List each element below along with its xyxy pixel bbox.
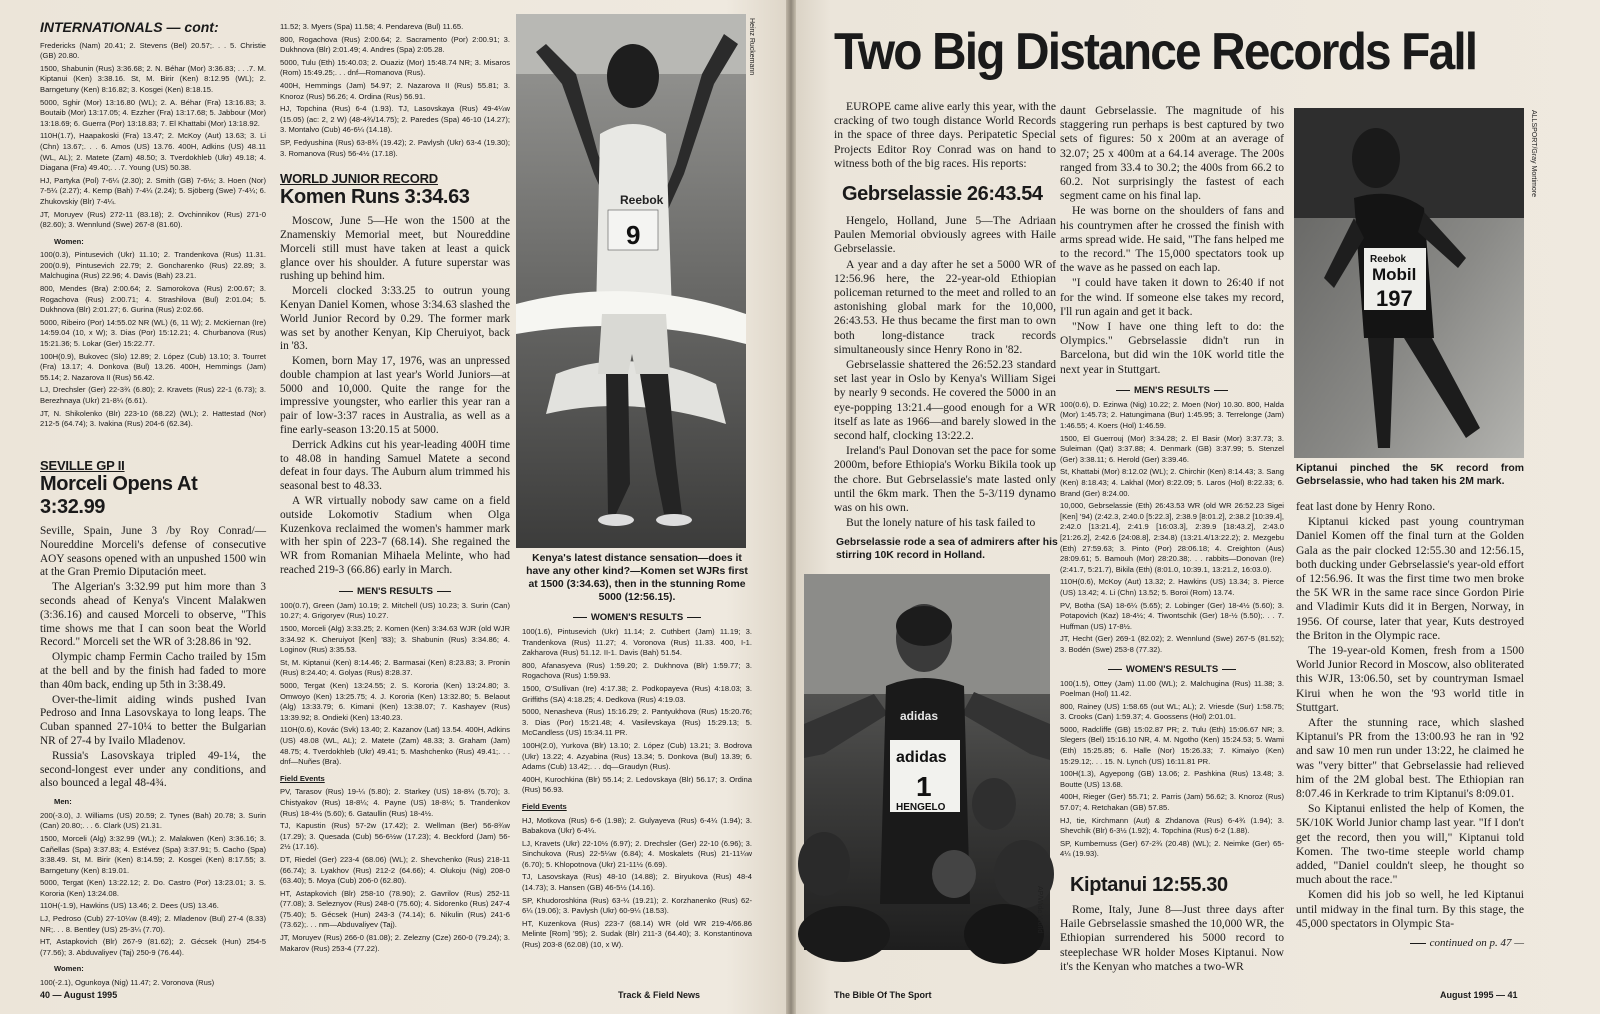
internationals-results (40, 41, 266, 231)
result-paragraph: 100(0.7), Green (Jam) 10.19; 2. Mitchell (US) 10.23; 3. Surin (Can) 10.27; 4. Grigoryev (Rus) 10.27. (280, 600, 510, 621)
wjr-men-results (280, 601, 510, 954)
wjr-body (280, 215, 510, 578)
result-paragraph: St, Khattabi (Mor) 8:12.02 (WL); 2. Chirchir (Ken) 8:14.43; 3. Sang (Ken) 8:18.43; 4. Lakhal (Mor) 8:22.09; 5. Laros (Hol) 8:22.33; 6. Brand (Ger) 8:24.00. (1060, 467, 1284, 498)
result-paragraph: LJ, Pedroso (Cub) 27-10¼w (8.49); 2. Mladenov (Bul) 27-4 (8.33) NR;. . . 8. Bentley (US) 25-3¼ (7.70). (40, 914, 266, 934)
kiptanui-photo-illustration (1294, 108, 1524, 458)
result-paragraph: 100(0.3), Pintusevich (Ukr) 11.10; 2. Trandenkova (Rus) 11.31. 200(0.9), Pintusevich 22.79; 2. Goncharenko (Rus) 22.89; 3. Malchugina (Rus) 22.96; 4. Davis (Bah) 23.21. (40, 250, 266, 281)
kiptanui-body (1060, 903, 1284, 974)
result-paragraph: 100H(0.9), Bukovec (Slo) 12.89; 2. López (Cub) 13.10; 3. Tourret (Fra) 13.17; 4. Donkova (Bul) 13.26. 400H, Hemmings (Jam) 55.14; 2. Nazarova II (Rus) 56.42. (40, 351, 266, 382)
bib-number: 1 (916, 771, 932, 802)
result-paragraph: 5000, Tergat (Ken) 13:22.12; 2. Do. Castro (Por) 13:23.01; 3. S. Kororia (Ken) 13:24.08. (40, 878, 266, 898)
result-paragraph: HJ, Motkova (Rus) 6-6 (1.98); 2. Gulyayeva (Rus) 6-4¼ (1.94); 3. Babakova (Ukr) 6-4¼. (522, 815, 752, 836)
kiptanui-caption: Kiptanui pinched the 5K record from Gebrselassie, who had taken his 2M mark. (1296, 463, 1524, 487)
body-paragraph: Morceli clocked 3:33.25 to outrun young Kenyan Daniel Komen, whose 3:34.63 slashed the World Junior Record by 0.29. The former mark was set by another Kenyan, Kip Cheruiyot, back in '83. (280, 285, 510, 353)
body-paragraph: He was borne on the shoulders of fans and his countrymen after he crossed the finish with arms spread wide. He said, "The fans helped me to the record." The 15,000 spectators took up the wave as he passed on each lap. (1060, 204, 1284, 275)
page-41 (790, 0, 1600, 1014)
result-paragraph: 110H(0.6), Kovác (Svk) 13.40; 2. Kazanov (Lat) 13.54. 400H, Adkins (US) 48.08 (WL, AL); 2. Matete (Zam) 48.33; 3. Graham (Jam) 48.75; 4. Tverdokhleb (Ukr) 49.41; 5. Mashchenko (Rus) 49.41;. . . dnf—Nuñes (Bra). (280, 725, 510, 767)
result-paragraph: 800, Afanasyeva (Rus) 1:59.20; 2. Dukhnova (Blr) 1:59.77; 3. Rogachova (Rus) 1:59.93. (522, 660, 752, 681)
gebrselassie-headline: Gebrselassie 26:43.54 (842, 183, 1043, 206)
komen-caption: Kenya's latest distance sensation—does it have any other kind?—Komen set WJRs first at 1500 (3:34.63), then in the stunning Rome 5000 (12:56.15). (526, 553, 748, 603)
result-paragraph: 100(1.6), Pintusevich (Ukr) 11.14; 2. Cuthbert (Jam) 11.19; 3. Trandenkova (Rus) 11.27; 4. Voronova (Rus) 11.33. 400, I-1. Zakharova (Rus) 51.12. II-1. Davis (Bah) 51.54. (522, 627, 752, 658)
page-40 (0, 0, 790, 1014)
result-paragraph: 200(-3.0), J. Williams (US) 20.59; 2. Tynes (Bah) 20.78; 3. Surin (Can) 20.80;. . . 6. Clark (US) 21.31. (40, 810, 266, 831)
body-paragraph: Moscow, June 5—He won the 1500 at the Znamenskiy Memorial meet, but Noureddine Morceli still must have taken at least a quick glance over his shoulder. A future superstar was rushing up behind him. (280, 215, 510, 283)
hengelo-women-results-heading: WOMEN'S RESULTS (1060, 664, 1284, 675)
body-paragraph: After the stunning race, which slashed Kiptanui's PR from the 13:00.93 he ran in '92 and saw 10 men run under 13:22, he claimed he was "very bitter" that Gebrselassie had relieved him of the 2M global best. The Ethiopian ran 8:07.46 in Kerkrade to trim Kiptanui's 8:09.01. (1296, 716, 1524, 801)
result-paragraph: 1500, O'Sullivan (Ire) 4:17.38; 2. Podkopayeva (Rus) 4:18.03; 3. Griffiths (SA) 4:18.25; 4. Dedkova (Rus) 4:19.03. (522, 683, 752, 704)
gebrselassie-photo-credit: AP/Wide World (1036, 886, 1043, 934)
bib-brand: Mobil (1372, 265, 1417, 284)
wjr-headline: Komen Runs 3:34.63 (280, 186, 470, 209)
hengelo-men-results (1060, 400, 1284, 656)
result-paragraph: LJ, Drechsler (Ger) 22-3¾ (6.80); 2. Kravets (Rus) 22-1 (6.73); 3. Berezhnaya (Ukr) 21-8¼ (6.61). (40, 385, 266, 405)
gebrselassie-body (834, 214, 1056, 530)
gebrselassie-article (834, 100, 1056, 530)
result-paragraph: PV, Botha (SA) 18-6¼ (5.65); 2. Lobinger (Ger) 18-4½ (5.60); 3. Potapovich (Kaz) 18-4½; 4. Tiwontschik (Ger) 18-½ (5.50);. . . 7. Huffman (US) 17-8½. (1060, 600, 1284, 631)
result-paragraph: 11.52; 3. Myers (Spa) 11.58; 4. Pendareva (Bul) 11.65. (280, 22, 464, 31)
wjr-women-results (522, 627, 752, 951)
body-paragraph: Hengelo, Holland, June 5—The Adriaan Paulen Memorial obviously agrees with Haile Gebrselassie. (834, 214, 1056, 256)
body-paragraph: Seville, Spain, June 3 /by Roy Conrad/— Noureddine Morceli's defense of consecutive AOY seasons opened with an unpushed 1500 win at the Gran Premio Diputación meet. (40, 525, 266, 579)
result-paragraph: 100(-2.1), Ogunkoya (Nig) 11.47; 2. Voronova (Rus) (40, 978, 215, 988)
body-paragraph: The 19-year-old Komen, fresh from a 1500 World Junior Record in Moscow, also obliterated this WJR, 13:06.50, set by countryman Ismael Kirui when he won the '93 world title in Stuttgart. (1296, 644, 1524, 714)
body-paragraph: Ireland's Paul Donovan set the pace for some 2000m, before Ethiopia's Worku Bikila took up the chore. But Gebrselassie's mate lasted only until the 6km mark. Then the 5-3/119 dynamo was on his own. (834, 444, 1056, 515)
body-paragraph: "I could have taken it down to 26:40 if not for the wind. If someone else takes my record, I'll run again and get it back. (1060, 276, 1284, 318)
seville-article (40, 458, 266, 988)
result-paragraph: 400H, Hemmings (Jam) 54.97; 2. Nazarova II (Rus) 55.81; 3. Knoroz (Rus) 56.26; 4. Ordina (Rus) 56.91. (280, 80, 510, 101)
body-paragraph: Derrick Adkins cut his year-leading 400H time to 48.08 in handing Samuel Matete a second defeat in four days. The Auburn alum trimmed his seasonal best to 48.33. (280, 438, 510, 493)
result-paragraph: SP, Kumbernuss (Ger) 67-2¾ (20.48) (WL); 2. Neimke (Ger) 65-4¼ (19.93). (1060, 838, 1284, 859)
result-paragraph: 10,000, Gebrselassie (Eth) 26:43.53 WR (old WR 26:52.23 Sigei [Ken] '94) (2:42.3, 2:40.0 [5:22.3], 2:38.9 [8:01.2], 2:38.2 [10:39.4], 2:42.0 [13:21.4], 2:41.9 [16:03.3], 2:39.9 [18:43.2], 2:43.0 [21:26.2], 2:42.6 [24:08.8], 2:34.8) (13:21.4/13:22.2); 2. Mezgebu (Eth) 27:59.63; 3. Pinto (Por) 28:06.18; 4. Creighton (Aus) 28:09.61; 5. Bamouh (Mor) 28:20.38;. . . rabbits—Donovan (Ire) (2:41.7, 5:21.7), Bikila (Eth) (8:01.0, 10:39.1, 13:21.2, 16:03.0). (1060, 501, 1284, 574)
result-paragraph: 100H(2.0), Yurkova (Blr) 13.10; 2. López (Cub) 13.21; 3. Bodrova (Ukr) 13.22; 4. Azyabina (Rus) 13.34; 5. Donkova (Bul) 13.39; 6. Adams (Cub) 13.42;. . . dq—Graudyn (Rus). (522, 740, 752, 772)
seville-kicker: SEVILLE GP II (40, 458, 125, 473)
result-paragraph: 800, Mendes (Bra) 2:00.64; 2. Samorokova (Rus) 2:00.67; 3. Rogachova (Rus) 2:00.71; 4. Strashilova (Bul) 2:01.04; 5. Dukhnova (Blr) 2:01.27; 6. Gurina (Rus) 2:02.66. (40, 284, 266, 315)
internationals-heading: INTERNATIONALS — cont: (40, 19, 219, 35)
kiptanui-running-photo (1294, 108, 1524, 458)
page-footer-left: 40 — August 1995 (40, 990, 118, 1000)
body-paragraph: A WR virtually nobody saw came on a field outside Lokomotiv Stadium when Olga Kuzenkova reclaimed the women's hammer mark with her spin of 223-7 (68.14). She regained the WR from Romanian Mihaela Melinte, who had reached 219-3 (66.86) early in March. (280, 495, 510, 577)
internationals-women-results (40, 250, 266, 430)
women-subhead: Women: (54, 964, 84, 974)
result-paragraph: 1500, Morceli (Alg) 3:32.99 (WL); 2. Malakwen (Ken) 3:36.16; 3. Cañellas (Spa) 3:37.83; 4. Estévez (Spa) 3:37.91; 5. Cacho (Spa) 3:38.49. St, M. Birir (Ken) 8:14.59; 2. Kosgei (Ken) 8:17.55; 3. Barngetuny (Ken) 8:19.01. (40, 833, 266, 875)
result-paragraph: 5000, Tergat (Ken) 13:24.55; 2. S. Kororia (Ken) 13:24.80; 3. Omwoyo (Ken) 13:25.75; 4. J. Kororia (Ken) 13:32.80; 5. Belaout (Alg) 13:33.79; 6. Kimani (Ken) 13:38.07; 7. Kashayev (Rus) 13:39.92; 8. Ondieki (Ken) 13:40.23. (280, 681, 510, 722)
women-subhead: Women: (54, 236, 84, 246)
komen-caption-and-results (522, 552, 752, 970)
kiptanui-photo-credit: ALLSPORT/Gray Mortimore (1530, 110, 1537, 198)
field-events-subhead: Field Events (522, 801, 567, 811)
bib-city: HENGELO (896, 802, 946, 813)
result-paragraph: HT, Kuzenkova (Rus) 223-7 (68.14) WR (old WR 219-4/66.86 Melinte [Rom] '95); 2. Sudak (Blr) 211-3 (64.40); 3. Konstantinova (Rus) 203-8 (62.08) (10, x W). (522, 918, 752, 950)
result-paragraph: 1500, El Guerrouj (Mor) 3:34.28; 2. El Basir (Mor) 3:37.73; 3. Suleiman (Qat) 3:37.88; 4. Denmark (GB) 3:37.99; 5. Stenzel (Ger) 3:38.11; 6. Herold (Ger) 3:39.46. (1060, 433, 1284, 464)
result-paragraph: 400H, Rieger (Ger) 55.71; 2. Parris (Jam) 56.62; 3. Knoroz (Rus) 57.07; 4. Retchakan (GB) 57.85. (1060, 792, 1284, 813)
result-paragraph: 400H, Kurochkina (Blr) 55.14; 2. Ledovskaya (Blr) 56.17; 3. Ordina (Rus) 56.93. (522, 774, 752, 795)
body-paragraph: The Algerian's 3:32.99 put him more than 3 seconds ahead of Kenya's Vincent Malakwen (3:36.16) and caused Morceli to observe, "This time shows me that I can soon beat the World Record." Morceli set the WR of 3:28.86 in '92. (40, 581, 266, 649)
result-paragraph: Fredericks (Nam) 20.41; 2. Stevens (Bel) 20.57;. . . 5. Christie (GB) 20.80. (40, 40, 266, 61)
intro-paragraph: EUROPE came alive early this year, with the cracking of two tough distance World Records in the space of three days. Peripatetic Special Projects Editor Roy Conrad was on hand to witness both of the big races. His reports: (834, 100, 1056, 170)
bib-number: 9 (626, 220, 641, 250)
result-paragraph: SP, Khudoroshkina (Rus) 63-¼ (19.21); 2. Korzhanenko (Rus) 62-6¼ (19.06); 3. Pavlysh (Ukr) 60-9¼ (18.53). (522, 895, 752, 916)
body-paragraph: Komen did his job so well, he led Kiptanui until midway in the final turn. By this stage, the 45,000 spectators in Olympic Sta- (1296, 888, 1524, 930)
spread-gutter (786, 0, 796, 1014)
page-footer-tagline: The Bible Of The Sport (834, 990, 932, 1000)
continued-note: continued on p. 47 — (1296, 937, 1524, 949)
body-paragraph: Kiptanui kicked past young countryman Daniel Komen off the final turn at the Golden Gala as the pair clocked 12:55.30 and 12:56.15, both ducking under Gebrselassie's year-old effort of 12:56.96. It was the first time two men broke the 5K WR in the same race since Gordon Pirie and Vladimir Kuts did it in Bergen, Norway, in 1956. Of course, later that year, Kuts destroyed the Briton in the Olympic race. (1296, 515, 1524, 642)
result-paragraph: PV, Tarasov (Rus) 19-¼ (5.80); 2. Starkey (US) 18-8¼ (5.70); 3. Chistyakov (Rus) 18-8¼; 4. Payne (US) 18-8¼; 5. Trandenkov (Rus) 18-4½ (5.60); 6. Gataullin (Rus) 18-4½. (280, 787, 510, 818)
body-paragraph: Olympic champ Fermin Cacho trailed by 15m at the bell and by the finish had faded to more than 40m back, ending up 5th in 3:38.49. (40, 651, 266, 691)
result-paragraph: HJ, Partyka (Pol) 7-6¼ (2.30); 2. Smith (GB) 7-6½; 3. Hoen (Nor) 7-5¼ (2.27); 4. Kemp (Bah) 7-4¼ (2.24); 5. Sjöberg (Swe) 7-4¼; 6. Zhukovskiy (Blr) 7-4¼. (40, 175, 266, 206)
result-paragraph: 5000, Sghir (Mor) 13:16.80 (WL); 2. A. Béhar (Fra) 13:16.83; 3. Boutaib (Mor) 13:17.05; 4. Ezzher (Fra) 13:17.68; 5. Jabbour (Mor) 13:18.69; 6. Guerra (Por) 13:18.83; 7. El Khattabi (Mor) 13:18.92. (40, 97, 266, 128)
shirt-sponsor: Reebok (620, 193, 664, 207)
seville-body (40, 525, 266, 791)
result-paragraph: 800, Rainey (US) 1:58.65 (out WL; AL); 2. Vriesde (Sur) 1:58.75; 3. Crooks (Can) 1:59.37; 4. Goossens (Hol) 2:01.01. (1060, 701, 1284, 722)
result-paragraph: 100(0.6), D. Ezinwa (Nig) 10.22; 2. Moen (Nor) 10.30. 800, Halda (Mor) 1:45.73; 2. Hatungimana (Bur) 1:45.95; 3. Terrelonge (Jam) 1:46.55; 4. Koers (Hol) 1:46.59. (1060, 399, 1284, 431)
spread-title: Two Big Distance Records Fall (834, 23, 1477, 81)
kiptanui-body-continued (1296, 500, 1524, 931)
bib-sponsor: Reebok (1370, 254, 1407, 265)
result-paragraph: JT, N. Shikolenko (Blr) 223-10 (68.22) (WL); 2. Hattestad (Nor) 212-5 (64.74); 3. Ivakina (Rus) 204-6 (62.34). (40, 408, 266, 429)
page-footer-magazine: Track & Field News (618, 990, 701, 1000)
result-paragraph: 5000, Ribeiro (Por) 14:55.02 NR (WL) (6, 11 W); 2. McKiernan (Ire) 14:59.04 (10, x W); 3. Dias (Por) 15:12.21; 4. Churbanova (Rus) 15:21.36; 5. Lokar (Ger) 15:22.77. (40, 317, 266, 349)
seville-women-continued (280, 22, 510, 159)
body-paragraph: Over-the-limit aiding winds pushed Ivan Pedroso and Inna Lasovskaya to long leaps. The Cuban spanned 27-10¼ to better the Bulgarian NR of 27-4 by Ivailo Mladenov. (40, 693, 266, 747)
kiptanui-article (1296, 500, 1524, 958)
result-paragraph: HT, Astapkovich (Blr) 267-9 (81.62); 2. Gécsek (Hun) 254-5 (77.56); 3. Abduvaliyev (Taj) 250-9 (76.44). (40, 937, 266, 957)
result-paragraph: 110H(-1.9), Hawkins (US) 13.46; 2. Dees (US) 13.46. (40, 901, 219, 911)
result-paragraph: 1500, Morceli (Alg) 3:33.25; 2. Komen (Ken) 3:34.63 WJR (old WJR 3:34.92 K. Cheruiyot [Ken] '83); 3. Shabunin (Rus) 3:34.86; 4. Loginov (Rus) 3:35.53. (280, 624, 510, 655)
result-paragraph: HJ, tie, Kirchmann (Aut) & Zhdanova (Rus) 6-4¾ (1.94); 3. Shevchik (Blr) 6-3½ (1.92); 4. Topchina (Rus) 6-2 (1.88). (1060, 815, 1284, 836)
field-events-subhead: Field Events (280, 773, 325, 783)
bib-sponsor: adidas (896, 749, 947, 766)
result-paragraph: 110H(0.6), McKoy (Aut) 13.32; 2. Hawkins (US) 13.34; 3. Pierce (US) 13.42; 4. Li (Chn) 13.52; 5. Boroi (Rom) 13.74. (1060, 577, 1284, 597)
result-paragraph: 5000, Radcliffe (GB) 15:02.87 PR; 2. Tulu (Eth) 15:06.67 NR; 3. Slegers (Bel) 15:16.10 NR, 4. M. Ngotho (Ken) 15:24.53; 5. Wami (Eth) 15:25.85; 6. Halle (Nor) 15:26.33; 7. Kimaiyo (Ken) 15:29.12;. . . 15. N. Lynch (US) 16:11.81 PR. (1060, 724, 1284, 766)
body-paragraph: Russia's Lasovskaya tripled 49-1¼, the second-longest ever under any conditions, and also bounced a legal 48-4¾. (40, 749, 266, 790)
kiptanui-headline: Kiptanui 12:55.30 (1070, 874, 1228, 897)
result-paragraph: JT, Hecht (Ger) 269-1 (82.02); 2. Wennlund (Swe) 267-5 (81.52); 3. Bodén (Swe) 253-8 (77.32). (1060, 634, 1284, 654)
gebrselassie-continued-column (1060, 104, 1284, 973)
body-paragraph: So Kiptanui enlisted the help of Komen, the 5K/10K World Junior champ last year. "If I don't get the record, then you will," Kiptanui told Komen. The two-time steeple world champ added, "Daniel couldn't sleep, he thought so much about the race." (1296, 802, 1524, 887)
body-paragraph: A year and a day after he set a 5000 WR of 12:56.96 here, the 22-year-old Ethiopian policeman returned to the meet and rolled to an astonishing global mark for the 10,000, 26:43.53. He thus became the first man to own both long-distance track records simultaneously since Henry Rono in '82. (834, 257, 1056, 356)
result-paragraph: TJ, Kapustin (Rus) 57-2w (17.42); 2. Wellman (Ber) 56-8¾w (17.29); 3. Quesada (Cub) 56-6½w (17.23); 4. Beckford (Jam) 56-2½ (17.16). (280, 821, 510, 852)
seville-headline: Morceli Opens At 3:32.99 (40, 473, 198, 518)
wjr-men-results-heading: MEN'S RESULTS (280, 586, 510, 597)
result-paragraph: 5000, Tulu (Eth) 15:40.03; 2. Ouaziz (Mor) 15:48.74 NR; 3. Misaros (Rom) 15:49.25;. . . dnf—Romanova (Rus). (280, 57, 510, 78)
gebrselassie-celebration-photo (804, 574, 1050, 950)
hengelo-women-results (1060, 679, 1284, 861)
body-paragraph: Komen, born May 17, 1976, was an unpressed double champion at last year's World Juniors—at 5000 and 10,000. Quite the range for the impressive youngster, who earlier this year ran a pair of low-3:37 races in Australia, as well as a fine early-season 13:20.15 at 5000. (280, 355, 510, 437)
body-paragraph: daunt Gebrselassie. The magnitude of his staggering run perhaps is best captured by two sets of figures: 50 x 200m at an average of 32.07; 25 x 400m at a 64.14 average. The 200s ranged from 33.4 to 30.2; the 400s from 66.2 to 60.2. Not surprisingly the fastest of each segment came on his final lap. (1060, 104, 1284, 203)
body-paragraph: feat last done by Henry Rono. (1296, 500, 1436, 513)
result-paragraph: SP, Fedyushina (Rus) 63-8¾ (19.42); 2. Pavlysh (Ukr) 63-4 (19.30); 3. Romanova (Rus) 56-4½ (17.18). (280, 137, 510, 158)
page-footer-right: August 1995 — 41 (1440, 990, 1518, 1000)
gebrselassie-photo-illustration (804, 574, 1050, 950)
bib-number: 197 (1376, 286, 1413, 311)
result-paragraph: JT, Moruyev (Rus) 272-11 (83.18); 2. Ovchinnikov (Rus) 271-0 (82.60); 3. Wennlund (Swe) 267-8 (81.60). (40, 209, 266, 230)
komen-photo-credit: Heinz Ruckemann (748, 18, 755, 76)
result-paragraph: 1500, Shabunin (Rus) 3:36.68; 2. N. Béhar (Mor) 3:36.83; . . .7. M. Kiptanui (Ken) 3:38.16. St, M. Birir (Ken) 8:12.95 (WL); 2. Barngetuny (Ken) 8:16.82; 3. Kosgei (Ken) 8:18.15. (40, 63, 266, 94)
gebrselassie-continued-body (1060, 104, 1284, 377)
result-paragraph: 800, Rogachova (Rus) 2:00.64; 2. Sacramento (Por) 2:00.91; 3. Dukhnova (Blr) 2:01.49; 4. Andres (Spa) 2:05.28. (280, 34, 510, 55)
wjr-women-results-heading: WOMEN'S RESULTS (522, 612, 752, 623)
singlet-sponsor: adidas (900, 709, 939, 723)
result-paragraph: 5000, Nenasheva (Rus) 15:16.29; 2. Pantyukhova (Rus) 15:20.76; 3. Dias (Por) 15:21.48; 4. Vasilevskaya (Rus) 15:29.13; 5. McCandless (US) 15:34.11 PR. (522, 707, 752, 738)
result-paragraph: 100(1.5), Ottey (Jam) 11.00 (WL); 2. Malchugina (Rus) 11.38; 3. Poelman (Hol) 11.42. (1060, 678, 1284, 699)
result-paragraph: 110H(1.7), Haapakoski (Fra) 13.47; 2. McKoy (Aut) 13.63; 3. Li (Chn) 13.67;. . . 6. Amos (US) 13.76. 400H, Adkins (US) 48.11 (WL, AL); 2. Matete (Zam) 48.50; 3. Tverdokhleb (Ukr) 49.18; 4. Diagana (Fra) 49.40;. . .7. Young (US) 50.38. (40, 131, 266, 173)
result-paragraph: HJ, Topchina (Rus) 6-4 (1.93). TJ, Lasovskaya (Rus) 49-4¼w (15.05) (ac: 2, 2 W) (48-4¾/14.75); 2. Paredes (Spa) 46-10 (14.27); 3. Montalvo (Cub) 46-6¼ (14.18). (280, 104, 510, 135)
body-paragraph: But the lonely nature of his task failed to (846, 516, 1036, 530)
result-paragraph: LJ, Kravets (Ukr) 22-10½ (6.97); 2. Drechsler (Ger) 22-10 (6.96); 3. Sinchukova (Rus) 22-5¼w (6.84); 4. Moskalets (Rus) 21-11¼w (6.70); 5. Khlopotnova (Ukr) 21-11½ (6.69). (522, 838, 752, 869)
hengelo-men-results-heading: MEN'S RESULTS (1060, 385, 1284, 396)
result-paragraph: 100H(1.3), Agyepong (GB) 13.06; 2. Pashkina (Rus) 13.48; 3. Boutte (US) 13.68. (1060, 769, 1284, 789)
men-subhead: Men: (54, 797, 72, 807)
internationals-column (40, 19, 266, 464)
body-paragraph: "Now I have one thing left to do: the Olympics." Gebrselassie didn't run in Barcelona, but did win the 10K world title the next year in Stuttgart. (1060, 320, 1284, 376)
result-paragraph: DT, Riedel (Ger) 223-4 (68.06) (WL); 2. Shevchenko (Rus) 218-11 (66.74); 3. Lyakhov (Rus) 212-2 (64.66); 4. Olukoju (Nig) 208-0 (63.40); 5. Moya (Cub) 206-0 (62.80). (280, 854, 510, 886)
gebrselassie-caption: Gebrselassie rode a sea of admirers after his stirring 10K record in Holland. (836, 537, 1058, 561)
result-paragraph: St, M. Kiptanui (Ken) 8:14.46; 2. Barmasai (Ken) 8:23.83; 3. Pronin (Rus) 8:24.40; 4. Golyas (Rus) 8:28.37. (280, 657, 510, 678)
wjr-kicker: WORLD JUNIOR RECORD (280, 171, 438, 187)
komen-finish-photo (516, 14, 746, 548)
body-paragraph: Rome, Italy, June 8—Just three days after Haile Gebrselassie smashed the 10,000 WR, the Ethiopian surrendered his 5000 record to steeplechase WR holder Moses Kiptanui. Now it's the Kenyan who matches a two-WR (1060, 903, 1284, 973)
body-paragraph: Gebrselassie shattered the 26:52.23 standard set last year in Oslo by Kenya's William Sigei by nearly 9 seconds. He covered the 5000 in an eye-popping 13:21.4—good enough for a WR itself as late as 1966—and barely slowed in the second half, clocking 13:22.2. (834, 358, 1056, 443)
junior-record-column (280, 22, 510, 970)
result-paragraph: HT, Astapkovich (Blr) 258-10 (78.90); 2. Gavrilov (Rus) 252-11 (77.08); 3. Seleznyov (Rus) 248-0 (75.60); 4. Sidorenko (Rus) 247-4 (75.40); 5. Gécsek (Hun) 243-3 (74.14); 6. Nikulin (Rus) 241-6 (73.62);. . . nm—Abduvaliyev (Taj). (280, 888, 510, 930)
result-paragraph: TJ, Lasovskaya (Rus) 48-10 (14.88); 2. Biryukova (Rus) 48-4 (14.73); 3. Hansen (GB) 46-5½ (14.16). (522, 872, 752, 893)
komen-photo-illustration (516, 14, 746, 548)
result-paragraph: JT, Moruyev (Rus) 266-0 (81.08); 2. Zelezny (Cze) 260-0 (79.24); 3. Makarov (Rus) 253-4 (77.22). (280, 933, 510, 953)
